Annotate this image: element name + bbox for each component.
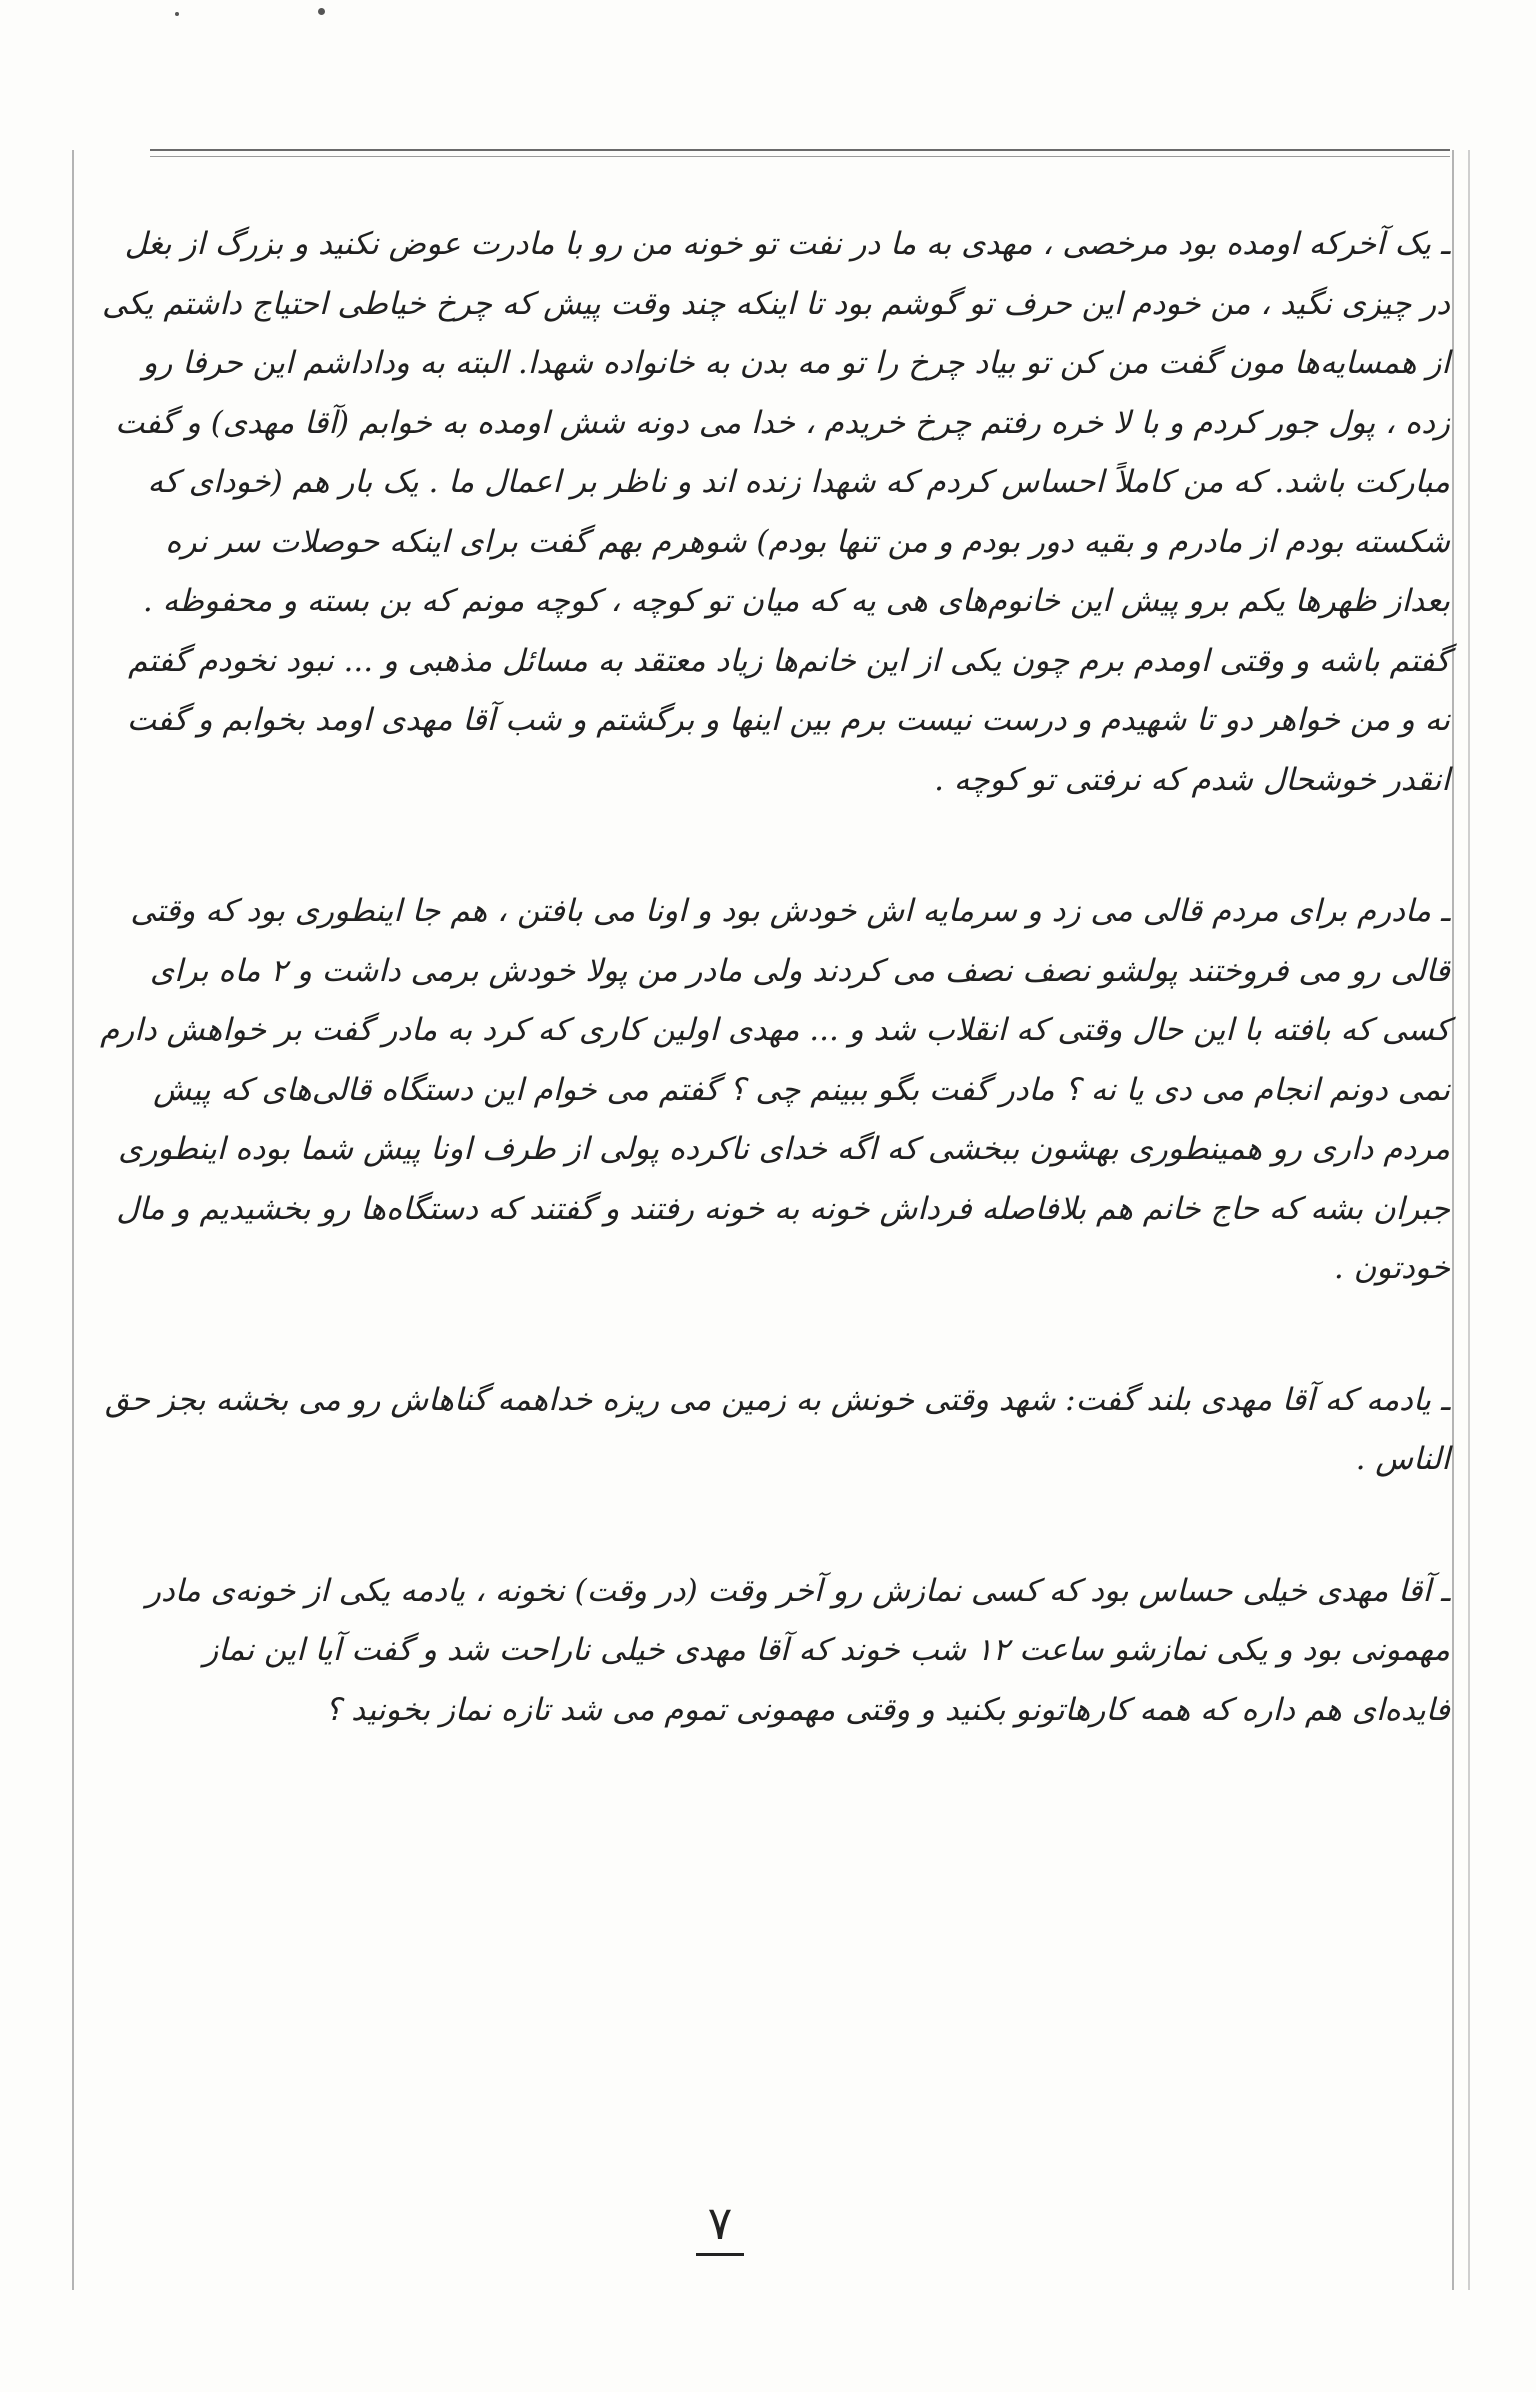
paragraph-3: ـ یادمه که آقا مهدی بلند گفت: شهد وقتی خونش به زمین می ریزه خداهمه گناهاش رو می بخشه بجز حق الناس . [105, 1381, 1450, 1478]
page-number: ۷ [690, 2196, 750, 2250]
left-margin-line [72, 150, 74, 2290]
right-margin-line [1452, 150, 1454, 2290]
paragraph-1: ـ یک آخرکه اومده بود مرخصی ، مهدی به ما در نفت تو خونه من رو با مادرت عوض نکنید و بزرگ از بغل در چیزی نگید ، من خودم این حرف تو گوشم بود تا اینکه چند وقت پیش که چرخ خیاطی احتیاج داشتم یکی از همسایه‌ها مون گفت من کن تو بیاد چرخ را تو مه بدن به خانواده شهدا. البته به وداداشم این حرفا رو زده ، پول جور کردم و با لا خره رفتم چرخ خریدم ، خدا می دونه شش اومده به خوابم (آقا مهدی) و گفت مبارکت باشد. که من کاملاً احساس کردم که شهدا زنده اند و ناظر بر اعمال ما . یک بار هم (خودای که شکسته بودم از مادرم و بقیه دور بودم و من تنها بودم) شوهرم بهم گفت برای اینکه حوصلات سر نره بعداز ظهرها یکم برو پیش این خانوم‌های هی یه که میان تو کوچه ، کوچه مونم که بن بسته و محفوظه . گفتم باشه و وقتی اومدم برم چون یکی از این خانم‌ها زیاد معتقد به مسائل مذهبی و ... نبود نخودم گفتم نه و من خواهر دو تا شهیدم و درست نیست برم بین اینها و برگشتم و شب آقا مهدی اومد بخوابم و گفت انقدر خوشحال شدم که نرفتی تو کوچه . [101, 226, 1450, 798]
right-margin-line-outer [1468, 150, 1470, 2290]
scan-speck [318, 8, 325, 15]
paragraph-4: ـ آقا مهدی خیلی حساس بود که کسی نمازش رو آخر وقت (در وقت) نخونه ، یادمه یکی از خونه‌ی مادر مهمونی بود و یکی نمازشو ساعت ۱۲ شب خوند که آقا مهدی خیلی ناراحت شد و گفت آیا این نماز فایده‌ای هم داره که همه کارهاتونو بکنید و وقتی مهمونی تموم می شد تازه نماز بخونید ؟ [145, 1572, 1450, 1728]
top-rule-line [150, 149, 1450, 151]
top-rule-line-shadow [150, 156, 1450, 157]
scan-speck [175, 12, 179, 16]
handwritten-body [100, 215, 1450, 2215]
paragraph-2: ـ مادرم برای مردم قالی می زد و سرمایه اش خودش بود و اونا می بافتن ، هم جا اینطوری بود که وقتی قالی رو می فروختند پولشو نصف نصف می کردند ولی مادر من پولا خودش برمی داشت و ۲ ماه برای کسی که بافته با این حال وقتی که انقلاب شد و ... مهدی اولین کاری که کرد به مادر گفت بر خواهش دارم نمی دونم انجام می دی یا نه ؟ مادر گفت بگو ببینم چی ؟ گفتم می خوام این دستگاه قالی‌های که پیش مردم داری رو همینطوری بهشون ببخشی که اگه خدای ناکرده پولی از طرف اونا پیش شما بوده اینطوری جبران بشه که حاج خانم هم بلافاصله فرداش خونه به خونه رفتند و گفتند که دستگاه‌ها رو بخشیدیم و مال خودتون . [100, 893, 1450, 1287]
